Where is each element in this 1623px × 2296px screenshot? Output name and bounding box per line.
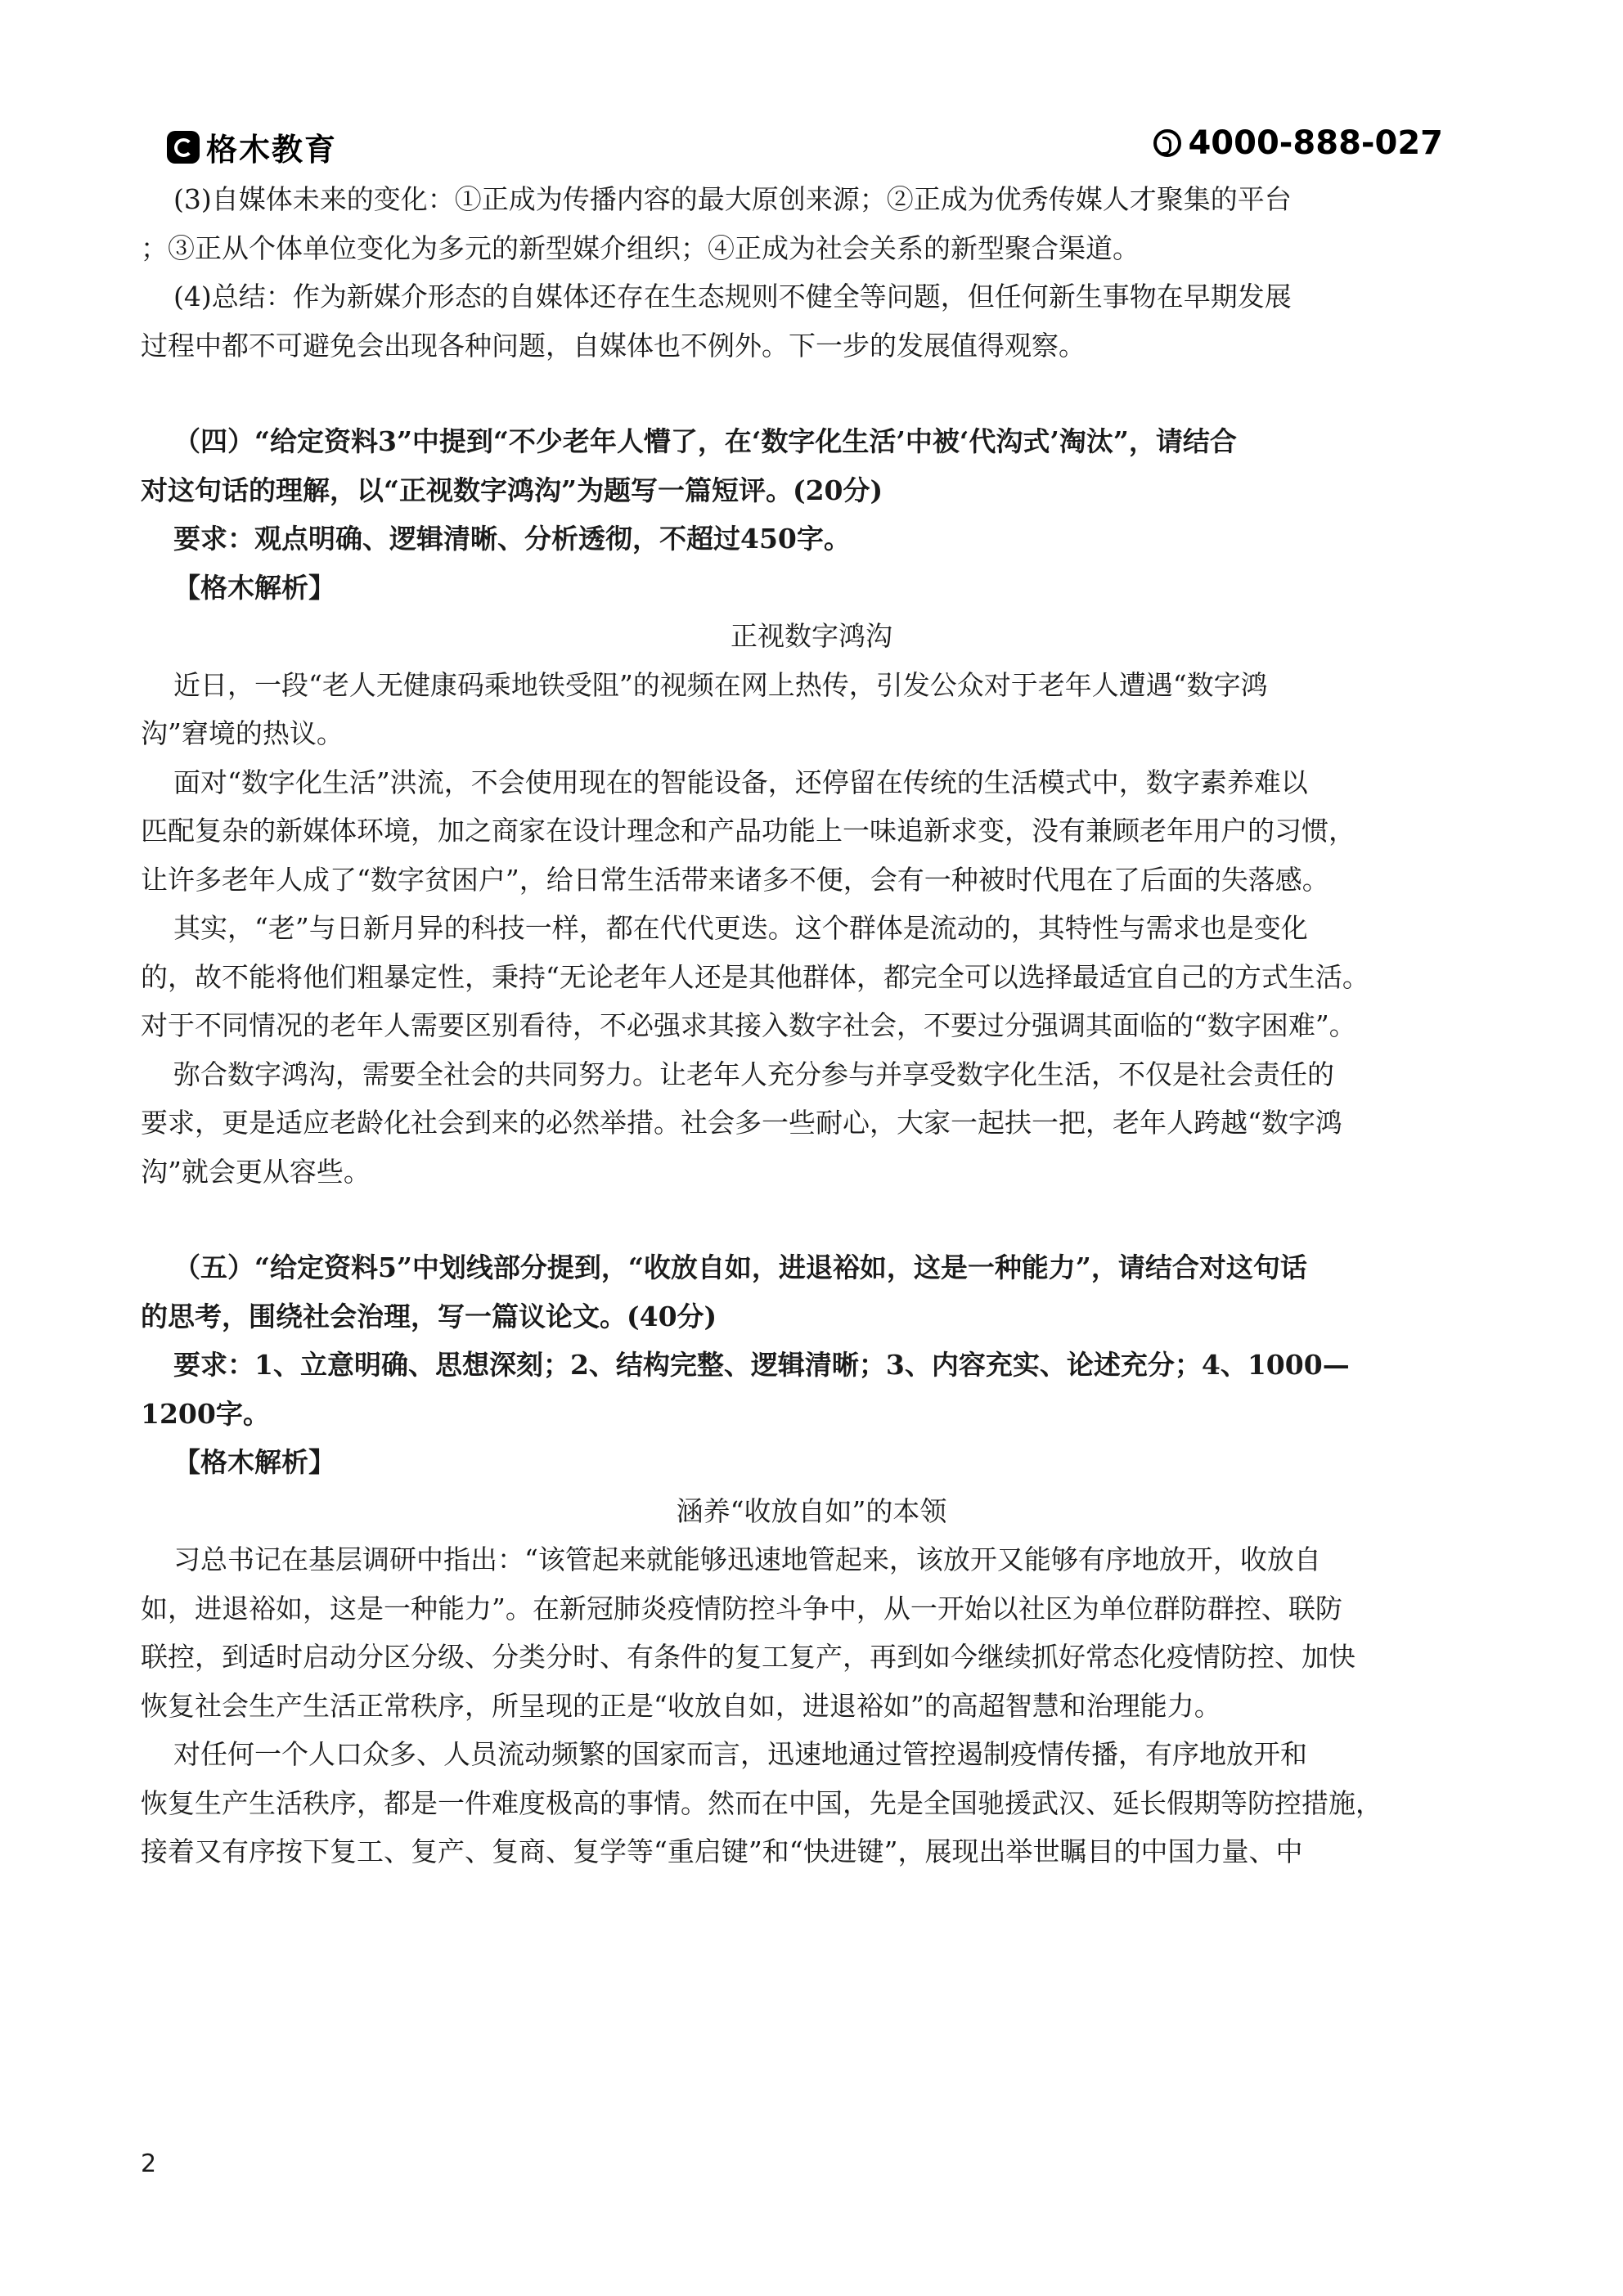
text-line: ；③正从个体单位变化为多元的新型媒介组织；④正成为社会关系的新型聚合渠道。 bbox=[141, 231, 1140, 264]
phone-icon bbox=[1153, 129, 1181, 157]
paragraph-gap bbox=[141, 1196, 1482, 1243]
brand-logo bbox=[167, 124, 337, 169]
text-line: 涵养“收放自如”的本领 bbox=[676, 1494, 947, 1527]
brand-name: 格木教育 bbox=[206, 132, 338, 168]
text-line: （五）“给定资料5”中划线部分提到，“收放自如，进退裕如，这是一种能力”，请结合对这句话 bbox=[173, 1251, 1307, 1283]
text-line: 其实，“老”与日新月异的科技一样，都在代代更迭。这个群体是流动的，其特性与需求也是变化 bbox=[173, 912, 1308, 944]
text-line: 沟”就会更从容些。 bbox=[141, 1155, 371, 1188]
text-line: 对这句话的理解，以“正视数字鸿沟”为题写一篇短评。(20分) bbox=[141, 474, 883, 506]
text-line: (3)自媒体未来的变化：①正成为传播内容的最大原创来源；②正成为优秀传媒人才聚集的平台 bbox=[173, 183, 1292, 215]
document-body bbox=[141, 175, 1482, 1876]
text-line: 联控，到适时启动分区分级、分类分时、有条件的复工复产，再到如今继续抓好常态化疫情防控、加快 bbox=[141, 1641, 1355, 1673]
text-line: 的思考，围绕社会治理，写一篇议论文。(40分) bbox=[141, 1300, 717, 1332]
hotline-number: 4000-888-027 bbox=[1188, 124, 1443, 162]
text-line: 如，进退裕如，这是一种能力”。在新冠肺炎疫情防控斗争中，从一开始以社区为单位群防群控、联防 bbox=[141, 1592, 1342, 1624]
text-line: （四）“给定资料3”中提到“不少老年人懵了，在‘数字化生活’中被‘代沟式’淘汰”，请结合 bbox=[173, 425, 1237, 457]
page-number: 2 bbox=[141, 2150, 157, 2178]
text-line: 恢复生产生活秩序，都是一件难度极高的事情。然而在中国，先是全国驰援武汉、延长假期等防控措施， bbox=[141, 1786, 1382, 1819]
text-line: 匹配复杂的新媒体环境，加之商家在设计理念和产品功能上一味追新求变，没有兼顾老年用户的习惯， bbox=[141, 815, 1355, 847]
text-line: 恢复社会生产生活正常秩序，所呈现的正是“收放自如，进退裕如”的高超智慧和治理能力。 bbox=[141, 1689, 1221, 1722]
text-line: 沟”窘境的热议。 bbox=[141, 717, 344, 749]
text-line: 【格木解析】 bbox=[173, 1446, 335, 1478]
text-line: 【格木解析】 bbox=[173, 571, 335, 604]
logo-e-icon bbox=[167, 131, 200, 164]
text-line: 习总书记在基层调研中指出：“该管起来就能够迅速地管起来，该放开又能够有序地放开，收放自 bbox=[173, 1543, 1321, 1575]
text-line: 对于不同情况的老年人需要区别看待，不必强求其接入数字社会，不要过分强调其面临的“数字困难”。 bbox=[141, 1009, 1356, 1041]
text-line: 面对“数字化生活”洪流，不会使用现在的智能设备，还停留在传统的生活模式中，数字素养难以 bbox=[173, 766, 1308, 798]
text-line: (4)总结：作为新媒介形态的自媒体还存在生态规则不健全等问题，但任何新生事物在早期发展 bbox=[173, 281, 1292, 312]
text-line: 对任何一个人口众多、人员流动频繁的国家而言，迅速地通过管控遏制疫情传播，有序地放开和 bbox=[173, 1738, 1307, 1770]
text-line: 要求：1、立意明确、思想深刻；2、结构完整、逻辑清晰；3、内容充实、论述充分；4、1000— bbox=[173, 1349, 1350, 1381]
paragraph-gap bbox=[141, 370, 1482, 417]
text-line: 接着又有序按下复工、复产、复商、复学等“重启键”和“快进键”，展现出举世瞩目的中国力量、中 bbox=[141, 1835, 1303, 1867]
text-line: 要求，更是适应老龄化社会到来的必然举措。社会多一些耐心，大家一起扶一把，老年人跨越“数字鸿 bbox=[141, 1107, 1342, 1139]
text-line: 过程中都不可避免会出现各种问题，自媒体也不例外。下一步的发展值得观察。 bbox=[141, 329, 1086, 362]
hotline bbox=[1153, 124, 1443, 162]
page-header bbox=[167, 124, 1443, 173]
text-line: 让许多老年人成了“数字贫困户”，给日常生活带来诸多不便，会有一种被时代甩在了后面的失落感。 bbox=[141, 863, 1329, 896]
text-line: 弥合数字鸿沟，需要全社会的共同努力。让老年人充分参与并享受数字化生活，不仅是社会责任的 bbox=[173, 1058, 1334, 1090]
text-line: 1200字。 bbox=[141, 1397, 270, 1430]
text-line: 正视数字鸿沟 bbox=[731, 620, 892, 652]
text-line: 的，故不能将他们粗暴定性，秉持“无论老年人还是其他群体，都完全可以选择最适宜自己的方式生活。 bbox=[141, 960, 1369, 993]
text-line: 近日，一段“老人无健康码乘地铁受阻”的视频在网上热传，引发公众对于老年人遭遇“数字鸿 bbox=[173, 668, 1268, 701]
text-line: 要求：观点明确、逻辑清晰、分析透彻，不超过450字。 bbox=[173, 523, 851, 555]
